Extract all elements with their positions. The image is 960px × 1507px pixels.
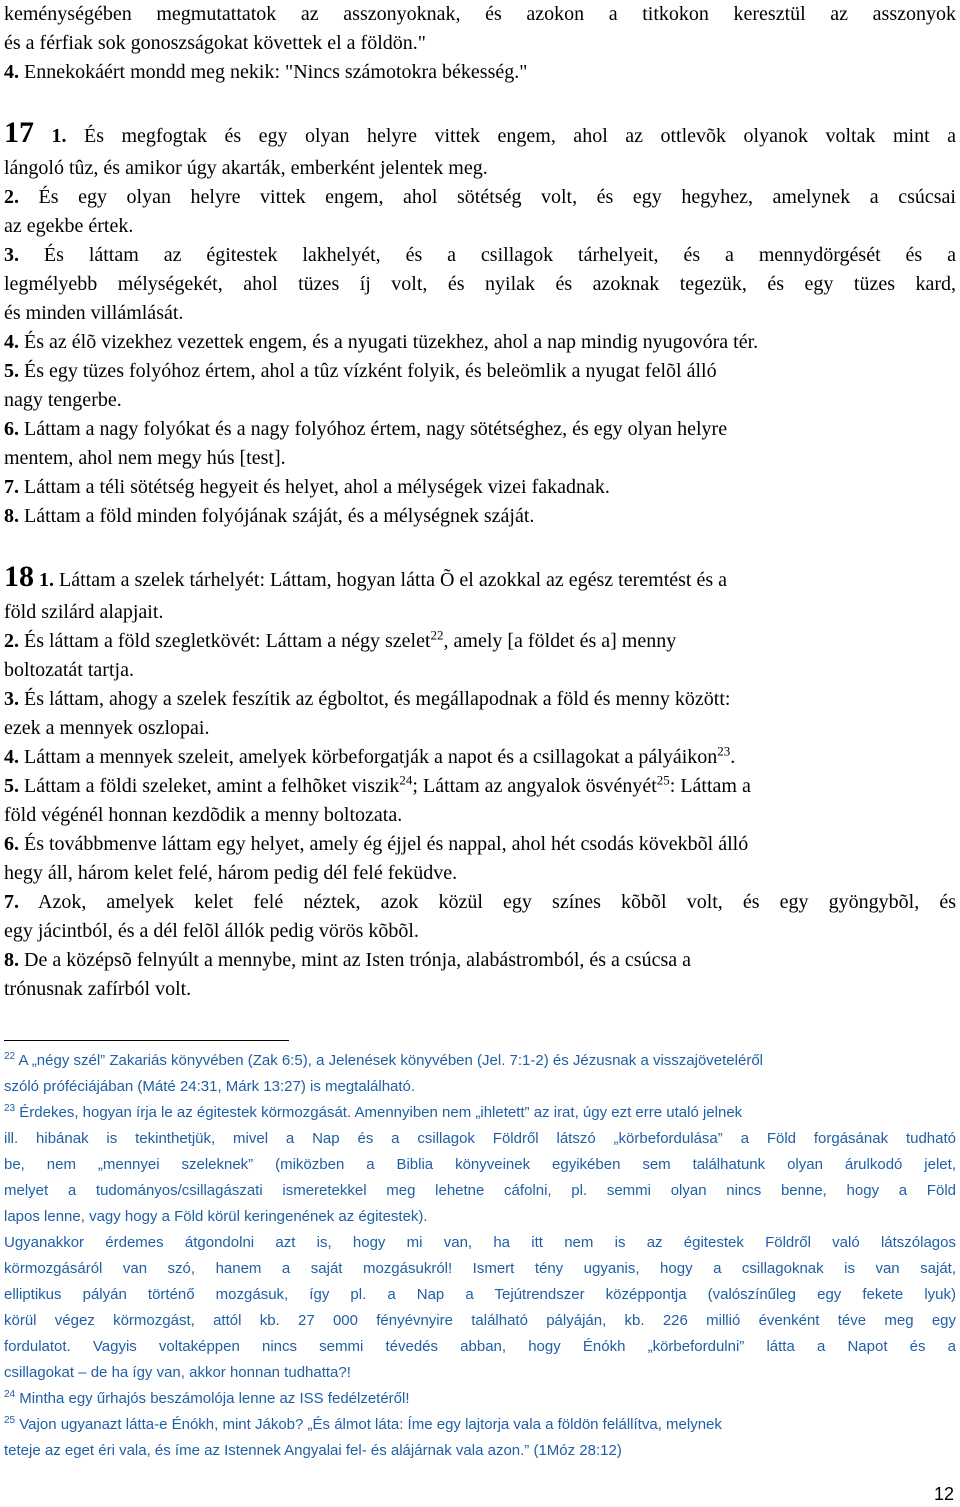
verse-text: És láttam a föld szegletkövét: Láttam a négy szelet — [19, 630, 431, 652]
footnotes — [4, 1048, 956, 1464]
footnote-text: A „négy szél” Zakariás könyvében (Zak 6:5), a Jelenések könyvében (Jel. 7:1-2) és Jézusnak a visszajöveteléről — [15, 1052, 763, 1069]
footnote-ref[interactable]: 24 — [399, 772, 413, 788]
footnote-separator — [4, 1040, 289, 1041]
footnote-line: teteje az eget éri vala, és íme az Istennek Angyalai fel- és alájárnak vala azon.” (1Móz 28:12) — [4, 1442, 622, 1459]
footnote-ref[interactable]: 22 — [430, 627, 444, 643]
footnote-line: lapos lenne, vagy hogy a Föld körül keringenének az égitestek). — [4, 1208, 428, 1225]
footnote-line: melyet a tudományos/csillagászati ismeretekkel meg lehetne cáfolni, pl. semmi olyan nincs benne, hogy a Föld — [4, 1182, 956, 1199]
footnote-text: Mintha egy űrhajós beszámolója lenne az ISS fedélzetéről! — [15, 1390, 410, 1407]
verse-number: 7. — [4, 891, 19, 913]
footnote-number: 22 — [4, 1051, 16, 1062]
footnote-line: körül végez körmozgást, attól kb. 27 000 fényévnyire található pályáján, kb. 226 millió évenként téve meg egy — [4, 1312, 956, 1329]
verse-text: De a középsõ felnyúlt a mennybe, mint az Isten trónja, alabástromból, és a csúcsa a — [19, 949, 691, 971]
verse-text: . — [730, 746, 736, 768]
verse-number: 8. — [4, 505, 19, 527]
text-line: trónusnak zafírból volt. — [4, 978, 192, 1000]
verse — [4, 415, 956, 444]
text-line: és minden villámlását. — [4, 302, 184, 324]
verse — [4, 183, 956, 212]
text-line: és a férfiak sok gonoszságokat követtek el a földön." — [4, 32, 426, 54]
verse — [4, 946, 956, 975]
verse-number: 1. — [39, 569, 54, 591]
verse-text: És egy tüzes folyóhoz értem, ahol a tûz vízként folyik, és beleömlik a nyugat felõl álló — [19, 360, 717, 382]
verse — [4, 328, 956, 357]
verse-text: És az élõ vizekhez vezettek engem, és a nyugati tüzekhez, ahol a nap mindig nyugovóra tér. — [19, 331, 759, 353]
text-line: legmélyebb mélységekét, ahol tüzes íj volt, és nyilak és azoknak tegezük, és egy tüzes kard, — [4, 273, 956, 295]
verse-text: És továbbmenve láttam egy helyet, amely ég éjjel és nappal, ahol hét csodás kövekbõl álló — [19, 833, 749, 855]
verse-number: 7. — [4, 476, 19, 498]
verse-text: , amely [a földet és a] menny — [443, 630, 677, 652]
verse — [4, 473, 956, 502]
verse — [4, 743, 956, 772]
verse-number: 2. — [4, 630, 19, 652]
footnote-24 — [4, 1386, 956, 1412]
verse-text: Ennekokáért mondd meg nekik: "Nincs számotokra békesség." — [19, 61, 528, 83]
verse-text: ; Láttam az angyalok ösvényét — [412, 775, 657, 797]
verse-text: Azok, amelyek kelet felé néztek, azok közül egy színes kõbõl volt, és egy gyöngybõl, és — [19, 891, 956, 913]
footnote-line: be, nem „mennyei szeleknek” (miközben a Biblia könyveinek egyikében sem találhatunk olyan árulkodó jelet, — [4, 1156, 956, 1173]
footnote-text: Érdekes, hogyan írja le az égitestek körmozgását. Amennyiben nem „ihletett” az irat, úgy ezt erre utaló jelnek — [15, 1104, 743, 1121]
verse-number: 5. — [4, 360, 19, 382]
text-line: ezek a mennyek oszlopai. — [4, 717, 210, 739]
footnote-23 — [4, 1100, 956, 1126]
verse — [4, 830, 956, 859]
verse-number: 5. — [4, 775, 19, 797]
text-line: mentem, ahol nem megy hús [test]. — [4, 447, 286, 469]
verse-number: 3. — [4, 688, 19, 710]
footnote-line: csillagokat – de ha így van, akkor honnan tudhatta?! — [4, 1364, 351, 1381]
footnote-ref[interactable]: 23 — [717, 743, 731, 759]
verse-text: És láttam, ahogy a szelek feszítik az égboltot, és megállapodnak a föld és menny között: — [19, 688, 731, 710]
verse-text: : Láttam a — [669, 775, 751, 797]
verse-number: 6. — [4, 833, 19, 855]
verse-text: És megfogtak és egy olyan helyre vittek engem, ahol az ottlevõk olyanok voltak mint a — [84, 125, 957, 147]
main-text — [4, 0, 956, 1004]
verse-number: 1. — [51, 125, 67, 147]
verse — [4, 888, 956, 917]
footnote-line: szóló próféciájában (Máté 24:31, Márk 13:27) is megtalálható. — [4, 1078, 416, 1095]
verse — [4, 58, 956, 87]
footnote-number: 25 — [4, 1415, 16, 1426]
footnote-line: körmozgásáról van szó, hanem a saját mozgásukról! Ismert tény ugyanis, hogy a csillagoknak is van saját, — [4, 1260, 956, 1277]
verse-number: 4. — [4, 746, 19, 768]
verse-number: 8. — [4, 949, 19, 971]
verse-number: 2. — [4, 186, 19, 208]
verse-number: 4. — [4, 61, 19, 83]
text-line: keménységében megmutattatok az asszonyoknak, és azokon a titkokon keresztül az asszonyok — [4, 3, 956, 25]
verse-text: Láttam a nagy folyókat és a nagy folyóhoz értem, nagy sötétséghez, és egy olyan helyre — [19, 418, 728, 440]
text-line: az egekbe értek. — [4, 215, 134, 237]
text-line: föld végénél honnan kezdõdik a menny boltozata. — [4, 804, 403, 826]
text-line: föld szilárd alapjait. — [4, 601, 164, 623]
verse-text: És láttam az égitestek lakhelyét, és a csillagok tárhelyeit, és a mennydörgését és a — [19, 244, 956, 266]
verse-text: Láttam a téli sötétség hegyeit és helyet, ahol a mélységek vizei fakadnak. — [19, 476, 610, 498]
verse-text: És egy olyan helyre vittek engem, ahol sötétség volt, és egy hegyhez, amelynek a csúcsai — [19, 186, 956, 208]
footnote-line: ill. hibának is tekinthetjük, mivel a Nap és a csillagok Földről látszó „körbefordulása” a Föld forgásának tudható — [4, 1130, 956, 1147]
verse — [4, 241, 956, 270]
footnote-number: 24 — [4, 1389, 16, 1400]
verse — [4, 559, 956, 598]
verse-text: Láttam a szelek tárhelyét: Láttam, hogyan látta Õ el azokkal az egész teremtést és a — [59, 569, 728, 591]
chapter-number: 18 — [4, 560, 34, 593]
text-line: nagy tengerbe. — [4, 389, 122, 411]
page-number: 12 — [933, 1484, 954, 1504]
verse — [4, 502, 956, 531]
footnote-line: elliptikus pályán történő mozgásuk, így pl. a Nap a Tejútrendszer középpontja (valószínűleg egy fekete lyuk) — [4, 1286, 956, 1303]
text-line: hegy áll, három kelet felé, három pedig dél felé feküdve. — [4, 862, 458, 884]
verse — [4, 357, 956, 386]
verse-number: 4. — [4, 331, 19, 353]
verse — [4, 627, 956, 656]
footnote-line: fordulatot. Vagyis voltaképpen nincs semmi tévedés abban, hogy Énókh „körbefordulni” látta a Napot és a — [4, 1338, 956, 1355]
verse-text: Láttam a mennyek szeleit, amelyek körbeforgatják a napot és a csillagokat a pályáikon — [19, 746, 718, 768]
chapter-number: 17 — [4, 116, 34, 149]
verse-text: Láttam a föld minden folyójának száját, és a mélységnek száját. — [19, 505, 535, 527]
verse-number: 3. — [4, 244, 19, 266]
text-line: lángoló tûz, és amikor úgy akarták, emberként jelentek meg. — [4, 157, 488, 179]
footnote-25 — [4, 1412, 956, 1438]
footnote-number: 23 — [4, 1103, 16, 1114]
footnote-text: Vajon ugyanazt látta-e Énókh, mint Jákob? „És álmot láta: Íme egy lajtorja vala a földön felállítva, melynek — [15, 1416, 722, 1433]
verse — [4, 772, 956, 801]
verse-text: Láttam a földi szeleket, amint a felhõket viszik — [19, 775, 400, 797]
footnote-ref[interactable]: 25 — [656, 772, 670, 788]
text-line: egy jácintból, és a dél felõl állók pedig vörös kõbõl. — [4, 920, 419, 942]
footnote-line: Ugyanakkor érdemes átgondolni azt is, hogy mi van, ha itt nem is az égitestek Földről való látszólagos — [4, 1234, 956, 1251]
text-line: boltozatát tartja. — [4, 659, 134, 681]
verse-number: 6. — [4, 418, 19, 440]
verse — [4, 685, 956, 714]
verse — [4, 115, 956, 154]
footnote-22 — [4, 1048, 956, 1074]
